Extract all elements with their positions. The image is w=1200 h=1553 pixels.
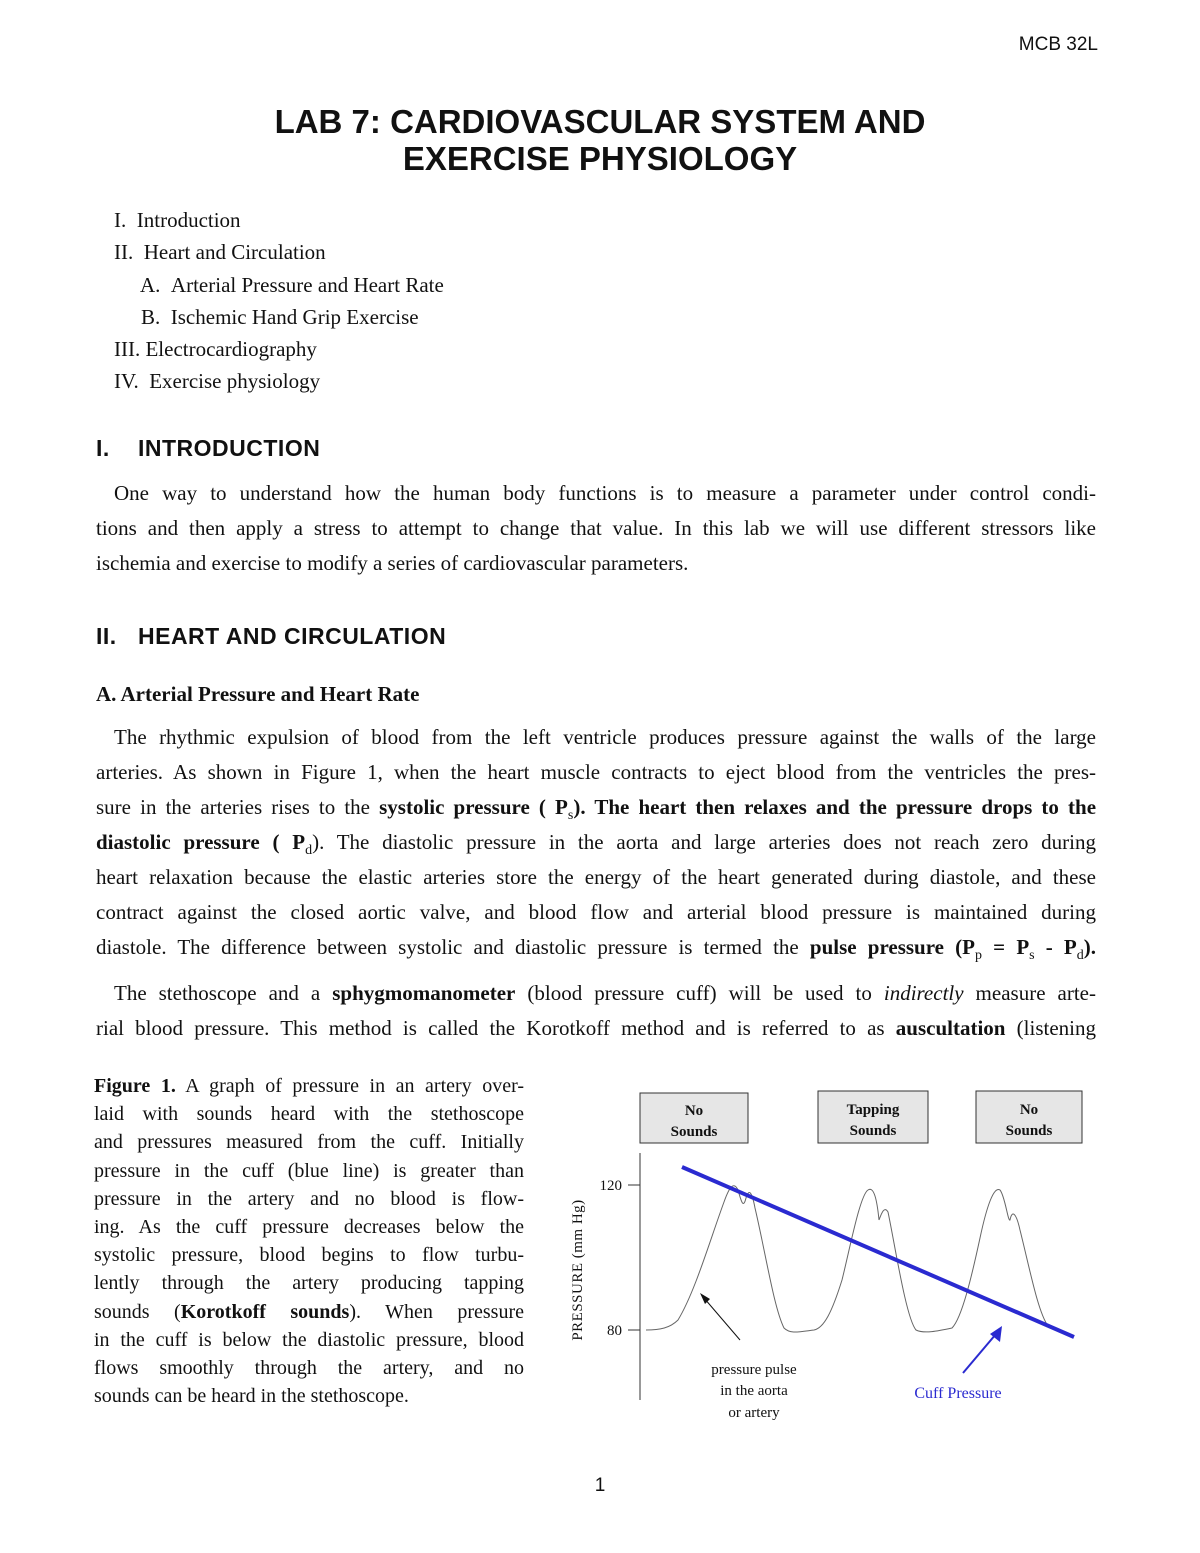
y-tick-label: 80 — [607, 1323, 622, 1339]
page-number: 1 — [594, 1475, 606, 1496]
text-line: arteries. As shown in Figure 1, when the heart muscle contracts to eject blood from the ventricles the pres- — [96, 760, 1096, 784]
caption-line — [94, 1298, 524, 1326]
section-number: I. — [96, 435, 110, 461]
toc-label: Heart and Circulation — [143, 240, 326, 264]
toc-num: IV. — [114, 369, 139, 393]
text-line — [96, 790, 1096, 825]
symbol: = P — [982, 935, 1030, 959]
page-title — [0, 103, 1200, 177]
text-line: contract against the closed aortic valve, and blood flow and arterial blood pressure is maintained during — [96, 900, 1096, 924]
text-line: tions and then apply a stress to attempt to change that value. In this lab we will use different stressors like — [96, 516, 1096, 540]
subscript: p — [975, 948, 983, 963]
pulse-label: pressure pulse — [711, 1362, 797, 1378]
text-line: One way to understand how the human body functions is to measure a parameter under control condi- — [114, 481, 1096, 505]
text-line — [96, 825, 1096, 860]
text-run: diastole. The difference between systolic and diastolic pressure is termed the — [96, 935, 810, 959]
sound-box-no-sounds-right — [976, 1091, 1082, 1143]
stethoscope-paragraph — [96, 976, 1096, 1046]
pulse-label: or artery — [728, 1405, 780, 1421]
caption-line: pressure in the artery and no blood is flow- — [94, 1187, 524, 1210]
toc-item-6 — [114, 369, 320, 393]
symbol: ( P — [529, 795, 568, 819]
toc-label: Exercise physiology — [149, 369, 321, 393]
y-tick-label: 120 — [599, 1178, 622, 1194]
toc-item-5 — [114, 337, 317, 361]
box-label: No — [684, 1103, 704, 1119]
subsection-heading-a: A. Arterial Pressure and Heart Rate — [96, 682, 420, 706]
toc-label: Ischemic Hand Grip Exercise — [170, 305, 419, 329]
subscript: d — [305, 843, 313, 858]
title-line-2: EXERCISE PHYSIOLOGY — [402, 140, 798, 177]
arterial-paragraph — [96, 720, 1096, 965]
symbol: - P — [1034, 935, 1077, 959]
pressure-pulse-line — [646, 1186, 1048, 1332]
cuff-pointer-arrow — [963, 1334, 996, 1373]
text-run: ). When pressure — [349, 1300, 524, 1323]
symbol: ). — [1083, 935, 1096, 959]
toc-num: III. — [114, 337, 141, 361]
term-systolic-pressure: systolic pressure — [379, 795, 530, 819]
text-line: ischemia and exercise to modify a series of cardiovascular parameters. — [96, 551, 689, 575]
text-run: (blood pressure cuff) will be used to — [515, 981, 884, 1005]
caption-line: systolic pressure, blood begins to flow turbu- — [94, 1244, 524, 1267]
section-heading-heart — [96, 623, 446, 650]
term-sphygmomanometer: sphygmomanometer — [332, 981, 516, 1005]
box-label: Sounds — [670, 1124, 718, 1140]
toc-item-3 — [140, 273, 444, 297]
symbol: ( P — [259, 830, 306, 854]
text-line — [96, 1011, 1096, 1046]
pulse-pointer-arrow — [704, 1298, 740, 1340]
toc-item-4 — [141, 305, 419, 329]
caption-line: lently through the artery producing tapping — [94, 1272, 524, 1295]
text-run: measure arte- — [963, 981, 1096, 1005]
text-run: (listening — [1005, 1016, 1096, 1040]
intro-paragraph — [96, 476, 1096, 581]
text-line — [96, 976, 1096, 1011]
caption-line: in the cuff is below the diastolic pressure, blood — [94, 1328, 524, 1351]
section-title: INTRODUCTION — [138, 435, 321, 461]
caption-line: ing. As the cuff pressure decreases below the — [94, 1215, 524, 1238]
section-number: II. — [96, 623, 117, 649]
caption-line: laid with sounds heard with the stethoscope — [94, 1103, 524, 1126]
cuff-pressure-label: Cuff Pressure — [914, 1385, 1002, 1402]
toc-num: A. — [140, 273, 161, 297]
text-run: ). The heart then relaxes and the pressure drops to the — [573, 795, 1097, 819]
text-run: A graph of pressure in an artery over- — [175, 1075, 524, 1097]
text-run: sure in the arteries rises to the — [96, 795, 380, 819]
toc-item-2 — [114, 240, 326, 264]
section-heading-intro — [96, 435, 320, 462]
subscript: s — [567, 808, 574, 823]
text-run: The stethoscope and a — [114, 981, 333, 1005]
section-title: HEART AND CIRCULATION — [138, 623, 447, 649]
toc-item-1 — [114, 208, 241, 232]
text-run: ). The diastolic pressure in the aorta and large arteries does not reach zero during — [312, 830, 1097, 854]
toc-num: II. — [114, 240, 134, 264]
cuff-pressure-line — [682, 1167, 1074, 1337]
caption-line: pressure in the cuff (blue line) is greater than — [94, 1159, 524, 1182]
text-line: The rhythmic expulsion of blood from the left ventricle produces pressure against the walls of the large — [114, 725, 1096, 749]
sound-box-no-sounds-left — [640, 1093, 748, 1143]
caption-line: sounds can be heard in the stethoscope. — [94, 1385, 409, 1408]
caption-line: flows smoothly through the artery, and no — [94, 1356, 524, 1379]
toc-num: B. — [141, 305, 161, 329]
subscript: s — [1029, 948, 1035, 963]
term-auscultation: auscultation — [895, 1016, 1006, 1040]
pulse-label: in the aorta — [720, 1383, 788, 1399]
emphasis-indirectly: indirectly — [883, 981, 964, 1005]
term-pulse-pressure: pulse pressure — [809, 935, 945, 959]
caption-line: and pressures measured from the cuff. Initially — [94, 1131, 524, 1154]
sound-box-tapping — [818, 1091, 928, 1143]
text-run: rial blood pressure. This method is called the Korotkoff method and is referred to as — [96, 1016, 896, 1040]
toc-label: Arterial Pressure and Heart Rate — [170, 273, 444, 297]
box-label: Sounds — [1005, 1123, 1053, 1139]
title-line-1: LAB 7: CARDIOVASCULAR SYSTEM AND — [274, 103, 926, 140]
box-label: Tapping — [846, 1102, 900, 1118]
box-label: No — [1019, 1102, 1039, 1118]
pressure-figure — [560, 1080, 1100, 1425]
subscript: d — [1076, 948, 1084, 963]
caption-line — [94, 1072, 524, 1100]
figure-caption — [94, 1072, 524, 1410]
text-run: sounds ( — [94, 1300, 181, 1323]
term-korotkoff-sounds: Korotkoff sounds — [180, 1300, 350, 1323]
figure-label: Figure 1. — [94, 1075, 176, 1097]
box-label: Sounds — [849, 1123, 897, 1139]
symbol: (P — [944, 935, 976, 959]
course-code: MCB 32L — [1018, 34, 1098, 55]
text-line — [96, 930, 1096, 965]
arrow-head-icon — [700, 1293, 710, 1304]
toc-label: Electrocardiography — [145, 337, 317, 361]
term-diastolic-pressure: diastolic pressure — [96, 830, 260, 854]
toc-label: Introduction — [136, 208, 241, 232]
y-axis-label: PRESSURE (mm Hg) — [570, 1199, 586, 1341]
toc-num: I. — [114, 208, 127, 232]
text-line: heart relaxation because the elastic arteries store the energy of the heart generated during diastole, and these — [96, 865, 1096, 889]
